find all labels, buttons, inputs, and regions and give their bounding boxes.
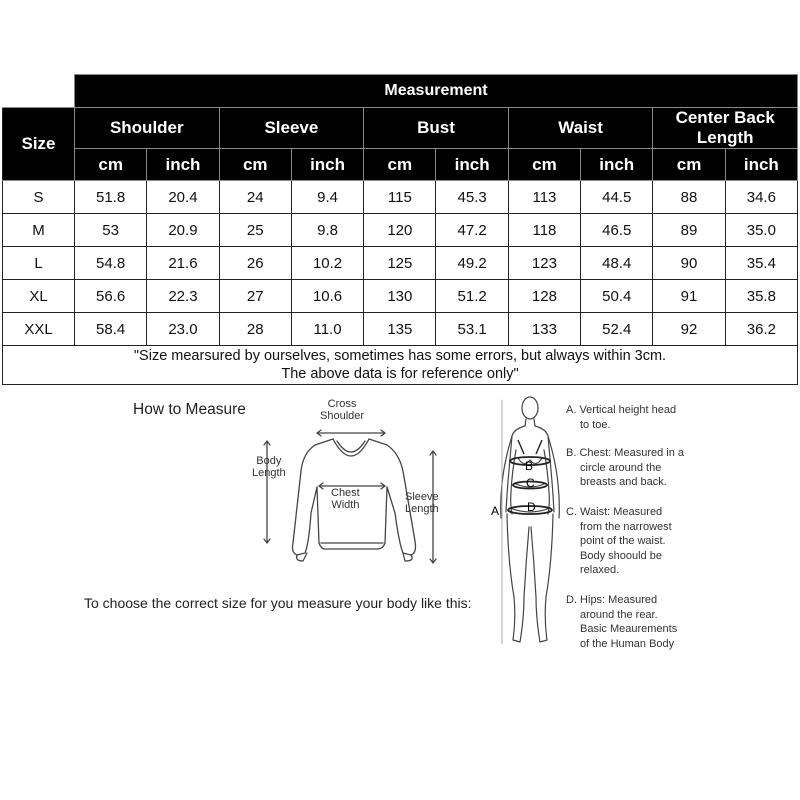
- note-line-1: "Size mearsured by ourselves, sometimes has some errors, but always within 3cm.: [133, 348, 667, 364]
- table-row: [3, 280, 798, 313]
- value-cell: 58.4: [75, 313, 147, 346]
- value-cell: 36.2: [725, 313, 797, 346]
- size-chart-table: [2, 74, 798, 385]
- value-cell: 26: [219, 247, 291, 280]
- value-cell: 88: [653, 181, 725, 214]
- note-line-2: The above data is for reference only": [281, 366, 519, 382]
- value-cell: 51.8: [75, 181, 147, 214]
- unit-header: cm: [219, 149, 291, 181]
- size-cell: L: [3, 247, 75, 280]
- value-cell: 128: [508, 280, 580, 313]
- value-cell: 28: [219, 313, 291, 346]
- value-cell: 49.2: [436, 247, 508, 280]
- letter-b: B: [525, 459, 534, 473]
- value-cell: 90: [653, 247, 725, 280]
- head: [522, 397, 538, 419]
- value-cell: 54.8: [75, 247, 147, 280]
- value-cell: 45.3: [436, 181, 508, 214]
- value-cell: 35.8: [725, 280, 797, 313]
- value-cell: 56.6: [75, 280, 147, 313]
- legend-a: A. Vertical height head to toe.: [566, 404, 677, 431]
- unit-header: cm: [653, 149, 725, 181]
- value-cell: 44.5: [581, 181, 653, 214]
- table-row: [3, 247, 798, 280]
- group-header-sleeve: Sleeve: [219, 108, 364, 149]
- unit-header: inch: [291, 149, 363, 181]
- value-cell: 53.1: [436, 313, 508, 346]
- group-header-waist: Waist: [508, 108, 653, 149]
- size-cell: XXL: [3, 313, 75, 346]
- value-cell: 113: [508, 181, 580, 214]
- value-cell: 51.2: [436, 280, 508, 313]
- value-cell: 52.4: [581, 313, 653, 346]
- value-cell: 34.6: [725, 181, 797, 214]
- unit-header: inch: [436, 149, 508, 181]
- value-cell: 130: [364, 280, 436, 313]
- unit-header: cm: [75, 149, 147, 181]
- value-cell: 25: [219, 214, 291, 247]
- group-header-center-back-length: Center Back Length: [653, 108, 798, 149]
- value-cell: 115: [364, 181, 436, 214]
- table-row: [3, 181, 798, 214]
- size-cell: S: [3, 181, 75, 214]
- value-cell: 9.4: [291, 181, 363, 214]
- value-cell: 53: [75, 214, 147, 247]
- unit-header: cm: [508, 149, 580, 181]
- letter-a: A: [491, 504, 500, 518]
- how-to-measure-title: How to Measure: [133, 401, 246, 418]
- value-cell: 20.4: [147, 181, 219, 214]
- human-body-figure-illustration: [480, 392, 565, 654]
- left-leg: [507, 514, 529, 642]
- value-cell: 118: [508, 214, 580, 247]
- left-sleeve: [293, 439, 334, 555]
- group-header-shoulder: Shoulder: [75, 108, 220, 149]
- value-cell: 24: [219, 181, 291, 214]
- value-cell: 133: [508, 313, 580, 346]
- instruction-text: To choose the correct size for you measure your body like this:: [84, 595, 472, 611]
- value-cell: 91: [653, 280, 725, 313]
- letter-d: D: [527, 500, 536, 514]
- value-cell: 27: [219, 280, 291, 313]
- value-cell: 9.8: [291, 214, 363, 247]
- value-cell: 50.4: [581, 280, 653, 313]
- value-cell: 135: [364, 313, 436, 346]
- size-cell: XL: [3, 280, 75, 313]
- table-row: [3, 214, 798, 247]
- value-cell: 89: [653, 214, 725, 247]
- value-cell: 123: [508, 247, 580, 280]
- legend-d: D. Hips: Measured around the rear. Basic Meaurements of the Human Body: [566, 594, 678, 650]
- value-cell: 47.2: [436, 214, 508, 247]
- unit-header: cm: [364, 149, 436, 181]
- cross-shoulder-label: Cross Shoulder: [320, 398, 365, 422]
- legend-b: B. Chest: Measured in a circle around the breasts and back.: [566, 447, 685, 489]
- value-cell: 92: [653, 313, 725, 346]
- size-cell: M: [3, 214, 75, 247]
- sleeve-length-label: Sleeve Length: [405, 491, 439, 515]
- table-note: [3, 346, 798, 385]
- value-cell: 35.0: [725, 214, 797, 247]
- unit-header: inch: [147, 149, 219, 181]
- measurement-title: Measurement: [75, 75, 798, 108]
- group-header-bust: Bust: [364, 108, 509, 149]
- value-cell: 22.3: [147, 280, 219, 313]
- table-row: [3, 313, 798, 346]
- body-length-label: Body Length: [252, 455, 286, 479]
- right-leg: [531, 514, 553, 642]
- table-corner: [3, 75, 75, 108]
- unit-header-row: [3, 149, 798, 181]
- letter-c: C: [526, 476, 535, 490]
- value-cell: 11.0: [291, 313, 363, 346]
- value-cell: 35.4: [725, 247, 797, 280]
- value-cell: 120: [364, 214, 436, 247]
- size-rows: [3, 181, 798, 346]
- value-cell: 20.9: [147, 214, 219, 247]
- value-cell: 125: [364, 247, 436, 280]
- unit-header: inch: [581, 149, 653, 181]
- value-cell: 21.6: [147, 247, 219, 280]
- legend-c: C. Waist: Measured from the narrowest point of the waist. Body shoould be relaxed.: [566, 506, 672, 577]
- value-cell: 23.0: [147, 313, 219, 346]
- unit-header: inch: [725, 149, 797, 181]
- value-cell: 46.5: [581, 214, 653, 247]
- value-cell: 10.6: [291, 280, 363, 313]
- chest-width-label: Chest Width: [331, 487, 360, 511]
- value-cell: 10.2: [291, 247, 363, 280]
- size-header: Size: [3, 108, 75, 181]
- value-cell: 48.4: [581, 247, 653, 280]
